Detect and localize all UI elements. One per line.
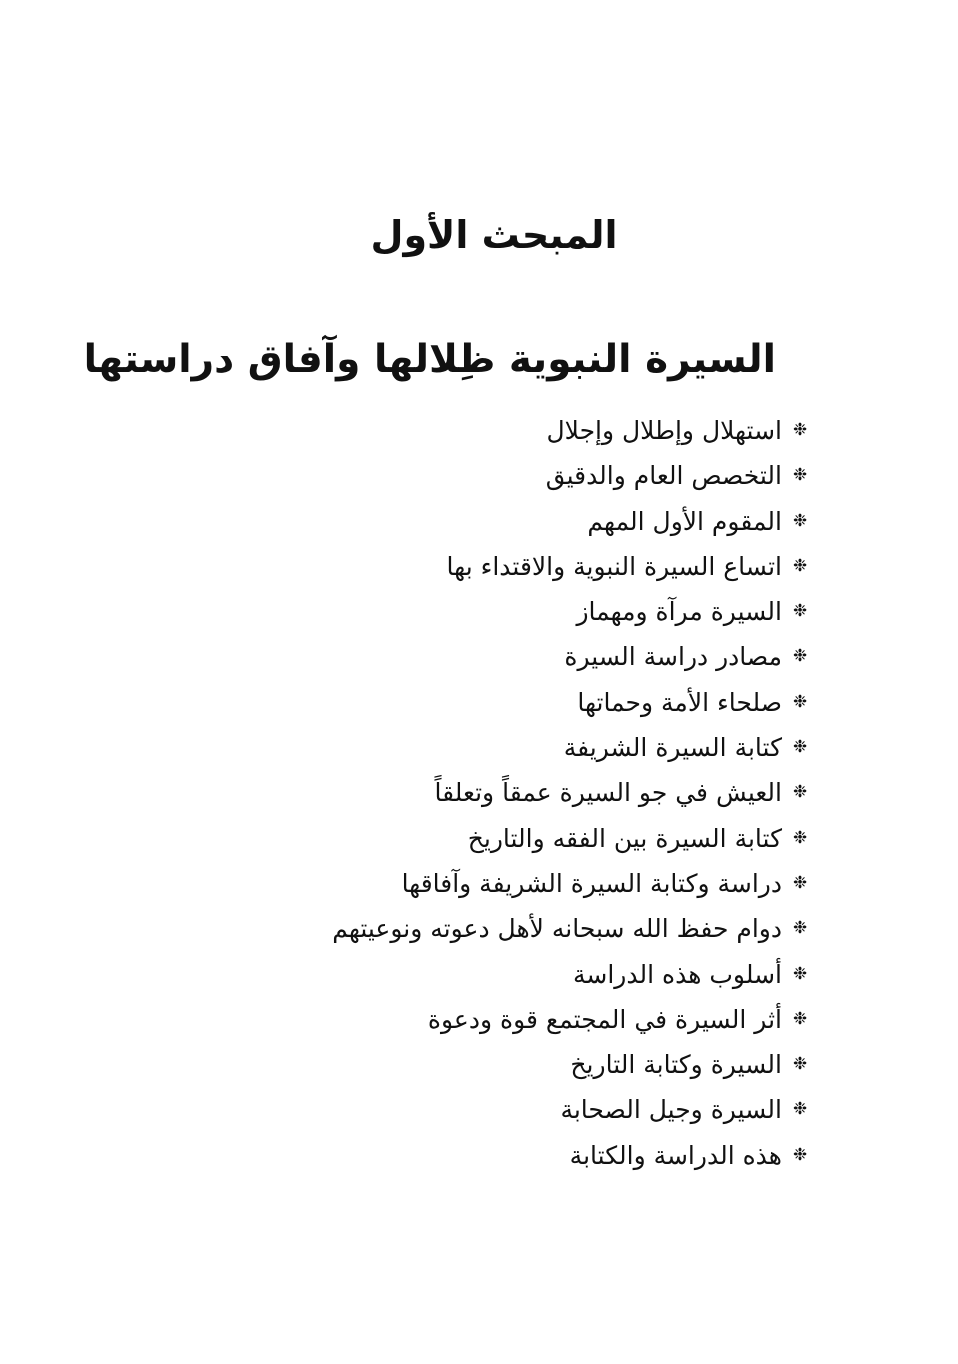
list-item <box>332 1042 808 1087</box>
asterisk-flower-icon: ❉ <box>792 510 808 531</box>
asterisk-flower-icon: ❉ <box>792 691 808 712</box>
list-item <box>332 997 808 1042</box>
asterisk-flower-icon: ❉ <box>792 827 808 848</box>
list-item <box>332 680 808 725</box>
list-item-text: كتابة السيرة الشريفة <box>563 733 782 763</box>
list-item <box>332 816 808 861</box>
asterisk-flower-icon: ❉ <box>792 420 808 440</box>
list-item <box>332 589 808 634</box>
asterisk-flower-icon: ❉ <box>792 555 808 576</box>
list-item-text: المقوم الأول المهم <box>587 506 782 536</box>
list-item <box>332 861 808 906</box>
list-item-text: كتابة السيرة بين الفقه والتاريخ <box>467 823 782 853</box>
asterisk-flower-icon: ❉ <box>792 465 808 486</box>
list-item-text: العيش في جو السيرة عمقاً وتعلقاً <box>434 778 782 808</box>
asterisk-flower-icon: ❉ <box>792 963 808 984</box>
section-label: المبحث الأول <box>370 213 618 257</box>
list-item-text: هذه الدراسة والكتابة <box>569 1140 782 1170</box>
list-item-text: مصادر دراسة السيرة <box>564 642 782 672</box>
list-item <box>332 634 808 679</box>
list-item-text: أسلوب هذه الدراسة <box>573 959 782 989</box>
list-item-text: السيرة وكتابة التاريخ <box>570 1050 782 1080</box>
list-item-text: صلحاء الأمة وحماتها <box>577 687 782 717</box>
list-item-text: التخصص العام والدقيق <box>545 461 782 491</box>
list-item-text: السيرة وجيل الصحابة <box>560 1095 782 1125</box>
list-item <box>332 408 808 453</box>
list-item <box>332 544 808 589</box>
list-item-text: اتساع السيرة النبوية والاقتداء بها <box>446 551 782 581</box>
list-item-text: السيرة مرآة ومهماز <box>576 597 782 627</box>
asterisk-flower-icon: ❉ <box>792 646 808 667</box>
list-item <box>332 725 808 770</box>
asterisk-flower-icon: ❉ <box>792 1144 808 1165</box>
asterisk-flower-icon: ❉ <box>792 1099 808 1120</box>
list-item <box>332 770 808 815</box>
topics-list <box>332 408 808 1178</box>
list-item-text: استهلال وإطلال وإجلال <box>546 416 782 445</box>
list-item <box>332 906 808 951</box>
list-item <box>332 1087 808 1132</box>
asterisk-flower-icon: ❉ <box>792 1008 808 1029</box>
asterisk-flower-icon: ❉ <box>792 601 808 622</box>
list-item <box>332 952 808 997</box>
list-item <box>332 453 808 498</box>
list-item-text: أثر السيرة في المجتمع قوة ودعوة <box>427 1004 782 1034</box>
list-item-text: دراسة وكتابة السيرة الشريفة وآفاقها <box>401 868 782 898</box>
list-item-text: دوام حفظ الله سبحانه لأهل دعوته ونوعيتهم <box>332 914 782 944</box>
section-title: السيرة النبوية ظِلالها وآفاق دراستها <box>83 337 776 382</box>
list-item <box>332 499 808 544</box>
asterisk-flower-icon: ❉ <box>792 782 808 803</box>
asterisk-flower-icon: ❉ <box>792 737 808 758</box>
asterisk-flower-icon: ❉ <box>792 918 808 939</box>
list-item <box>332 1133 808 1178</box>
asterisk-flower-icon: ❉ <box>792 1054 808 1075</box>
asterisk-flower-icon: ❉ <box>792 872 808 893</box>
